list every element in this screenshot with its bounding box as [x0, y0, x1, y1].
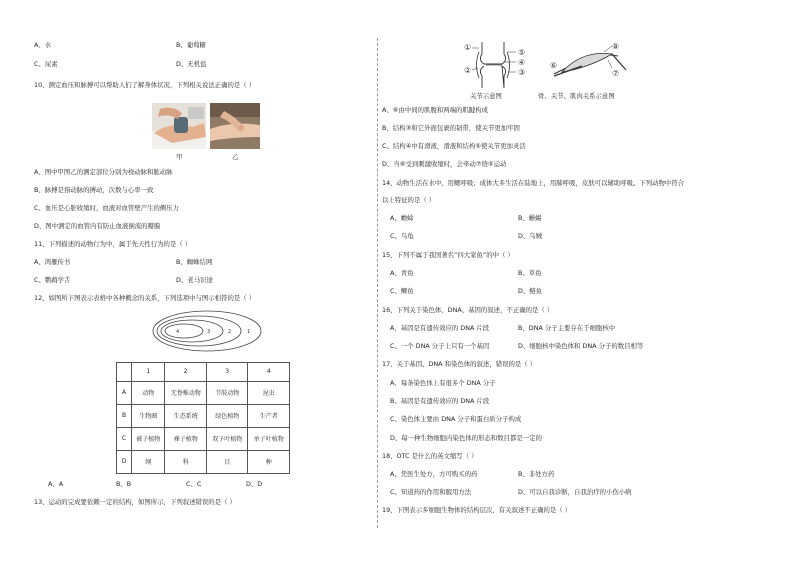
concept-ellipse-diagram: [152, 310, 262, 352]
q15-option-a: A、青鱼: [390, 269, 414, 277]
q17-option-a: A、每条染色体上有很多个 DNA 分子: [390, 379, 496, 387]
row-key: B: [117, 404, 132, 427]
ring-label-1: 1: [247, 329, 251, 335]
row-key: C: [117, 427, 132, 450]
q12-option-c: C、C: [186, 480, 202, 488]
q10-option-a: A、图中甲图乙的测定部位分别为桡动脉和肱动脉: [34, 168, 173, 176]
joint-label-5: ⑤: [518, 48, 526, 57]
q17-option-c: C、染色体主要由 DNA 分子和蛋白质分子构成: [390, 415, 522, 423]
q16-option-a: A、基因是有遗传效应的 DNA 片段: [390, 324, 490, 332]
table-row: [117, 404, 290, 427]
q9-option-a: A、水: [34, 41, 52, 49]
table-cell: 纲: [132, 450, 165, 473]
table-header: 2: [165, 363, 207, 382]
q18-option-b: B、非处方药: [518, 470, 555, 478]
table-cell: 种: [248, 450, 290, 473]
table-cell: 被子植物: [132, 427, 165, 450]
q15-option-c: C、鲫鱼: [390, 287, 414, 295]
muscle-label-6: ⑥: [550, 61, 558, 70]
q12-stem: 12、如图所下图表示表格中各种概念的关系，下列选项中与图示相符的是（ ）: [34, 294, 256, 302]
table-cell: 科: [165, 450, 207, 473]
q11-option-a: A、鸿雁传书: [34, 258, 71, 266]
table-row: [117, 427, 290, 450]
joint-label-2: ②: [464, 66, 472, 75]
q12-option-b: B、B: [116, 480, 132, 488]
q11-option-c: C、鹦鹉学舌: [34, 276, 71, 284]
q15-option-b: B、草鱼: [518, 269, 542, 277]
q17-option-d: D、每一种生物细胞内染色体的形态和数目都是一定的: [390, 434, 542, 442]
bone-muscle-caption: 骨、关节、肌肉关系示意图: [538, 92, 615, 100]
q14-option-d: D、乌贼: [518, 232, 543, 240]
q12-option-a: A、A: [48, 480, 64, 488]
joint-label-3: ③: [518, 68, 526, 77]
q11-option-d: D、老马识途: [176, 276, 213, 284]
bone-muscle-diagram: [548, 40, 632, 90]
q18-option-a: A、凭医生处方，方可购买的药: [390, 470, 478, 478]
q15-option-d: D、鲢鱼: [518, 287, 543, 295]
table-cell: 裸子植物: [165, 427, 207, 450]
q16-option-c: C、一个 DNA 分子上只有一个基因: [390, 342, 490, 350]
table-cell: 单子叶植物: [248, 427, 290, 450]
table-header-row: [117, 363, 290, 382]
pulse-photo-art: [210, 103, 260, 149]
table-cell: 双子叶植物: [206, 427, 248, 450]
table-header: 1: [132, 363, 165, 382]
joint-diagram: [462, 40, 538, 90]
table-row: [117, 381, 290, 404]
q13-option-b: B、结构③和它外面包裹的韧带，使关节更加牢固: [382, 124, 520, 132]
pulse-photo: [210, 103, 260, 149]
table-cell: 生态系统: [165, 404, 207, 427]
muscle-label-7: ⑦: [612, 69, 620, 78]
table-row: [117, 450, 290, 473]
q9-option-c: C、尿素: [34, 60, 58, 68]
table-cell: 绿色植物: [206, 404, 248, 427]
q10-option-c: C、血压是心脏收缩时，血液对血管壁产生的侧压力: [34, 204, 180, 212]
q14-stem-line2: 以上特征的是（ ）: [382, 196, 436, 204]
joint-label-1: ①: [464, 43, 472, 52]
q14-option-a: A、蟾蜍: [390, 214, 414, 222]
table-cell: 生产者: [248, 404, 290, 427]
q19-stem: 19、下图表示多细胞生物体的结构层次，有关叙述不正确的是（ ）: [382, 506, 572, 514]
table-cell: 生物圈: [132, 404, 165, 427]
q13-option-c: C、结构④中有滑液，滑液和结构⑤使关节更加灵活: [382, 142, 526, 150]
table-cell: 节肢动物: [206, 381, 248, 404]
q14-option-b: B、蜥蜴: [518, 214, 542, 222]
table-cell: 动物: [132, 381, 165, 404]
q12-option-d: D、D: [246, 480, 263, 488]
q11-stem: 11、下列描述的动物行为中，属于先天性行为的是（ ）: [34, 240, 192, 248]
q13-option-a: A、⑥由中间的肌腹和两端的肌腱构成: [382, 106, 488, 114]
column-divider: [377, 38, 378, 528]
q10-option-b: B、脉搏是指动脉的搏动，次数与心率一致: [34, 186, 154, 194]
blood-pressure-photo-art: [152, 103, 206, 149]
table-corner: [117, 363, 132, 382]
q14-stem-line1: 14、动物生活在水中，用鳃呼吸；成体大多生活在陆地上，用肺呼吸，皮肤可以辅助呼吸。下列动物中符合: [382, 179, 685, 187]
row-key: D: [117, 450, 132, 473]
q14-option-c: C、乌龟: [390, 232, 414, 240]
table-header: 3: [206, 363, 248, 382]
table-cell: 无脊椎动物: [165, 381, 207, 404]
q18-option-c: C、知道药的作用和服用方法: [390, 488, 472, 496]
ring-label-4: 4: [176, 329, 180, 335]
photo-label-jia: 甲: [176, 153, 183, 161]
q16-option-d: D、细胞核中染色体和 DNA 分子的数目相等: [518, 342, 644, 350]
q16-stem: 16、下列关于染色体、DNA、基因的叙述，不正确的是（ ）: [382, 306, 554, 314]
ring-label-2: 2: [228, 329, 232, 335]
q13-stem: 13、运动的完成要依赖一定的结构，如图所示，下列叙述错误的是（ ）: [34, 498, 236, 506]
q17-stem: 17、关于基因、DNA 和染色体的叙述，错误的是（ ）: [382, 360, 537, 368]
q10-option-d: D、图中测定的血管内有防止血液倒流的瓣膜: [34, 222, 161, 230]
q17-option-b: B、基因是有遗传效应的 DNA 片段: [390, 397, 490, 405]
joint-label-4: ④: [518, 58, 526, 67]
ring-label-3: 3: [207, 329, 211, 335]
joint-caption: 关节示意图: [470, 92, 502, 100]
blood-pressure-photo: [152, 103, 206, 149]
table-header: 4: [248, 363, 290, 382]
photo-label-yi: 乙: [232, 153, 239, 161]
q9-option-d: D、无机盐: [176, 60, 207, 68]
q18-option-d: D、可以自我诊断，自我治疗的小伤小病: [518, 488, 632, 496]
table-cell: 目: [206, 450, 248, 473]
muscle-label-8: ⑧: [612, 42, 620, 51]
row-key: A: [117, 381, 132, 404]
q16-option-b: B、DNA 分子主要存在于细胞核中: [518, 324, 616, 332]
q10-stem: 10、测定血压和脉搏可以帮助人们了解身体状况，下列相关说法正确的是（ ）: [34, 81, 256, 89]
table-cell: 昆虫: [248, 381, 290, 404]
q18-stem: 18、OTC 是什么的英文缩写（ ）: [382, 452, 478, 460]
q9-option-b: B、葡萄糖: [176, 41, 206, 49]
concept-table: [116, 362, 290, 474]
q15-stem: 15、下列不属于我国著名“四大家鱼”的中（ ）: [382, 251, 514, 259]
q11-option-b: B、蜘蛛结网: [176, 258, 213, 266]
q13-option-d: D、当⑥受到刺激收缩时，会牵动⑦绕⑤运动: [382, 160, 507, 168]
